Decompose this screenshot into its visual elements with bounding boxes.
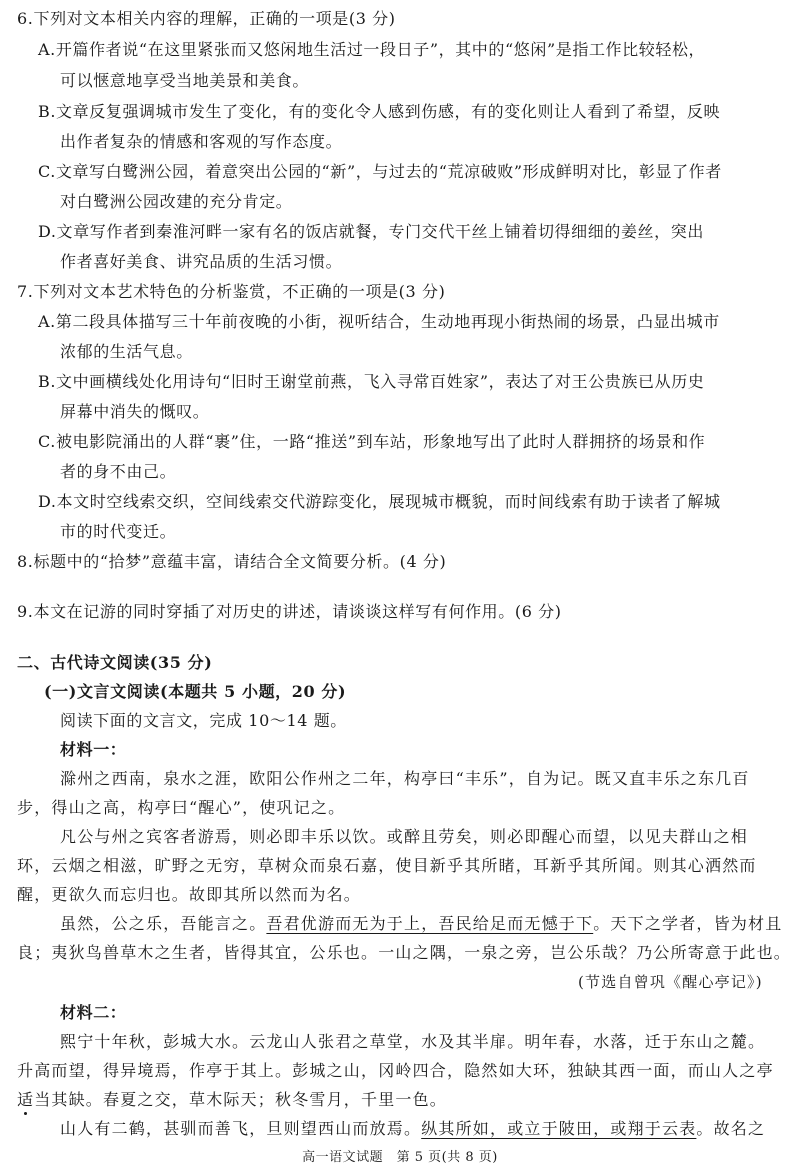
m1-p3-text-start: 虽然，公之乐，吾能言之。	[60, 914, 267, 933]
m1-source: (节选自曾巩《醒心亭记》)	[578, 973, 763, 991]
m1-p2-line3: 醒，更欲久而忘归也。故即其所以然而为名。	[17, 885, 362, 904]
m1-p3-line1	[60, 913, 782, 935]
reading-instruction: 阅读下面的文言文，完成 10～14 题。	[60, 711, 347, 730]
q6-option-a-line1: A.开篇作者说“在这里紧张而又悠闲地生活过一段日子”，其中的“悠闲”是指工作比较轻松，	[38, 40, 706, 59]
q7-option-d-line1: D.本文时空线索交织，空间线索交代游踪变化，展现城市概貌，而时间线索有助于读者了解城	[38, 492, 721, 511]
m2-line1: 熙宁十年秋，彭城大水。云龙山人张君之草堂，水及其半扉。明年春，水落，迁于东山之麓。	[60, 1032, 766, 1051]
q6-option-c-line2: 对白鹭洲公园改建的充分肯定。	[60, 192, 293, 211]
q9-stem: 9.本文在记游的同时穿插了对历史的讲述，请谈谈这样写有何作用。(6 分)	[17, 602, 562, 621]
m1-p3-text-end: 。天下之学者，皆为材且	[593, 914, 783, 933]
material-1-label: 材料一：	[60, 740, 127, 759]
subsection-title: (一)文言文阅读(本题共 5 小题，20 分)	[44, 682, 347, 701]
q6-option-b-line1: B.文章反复强调城市发生了变化，有的变化令人感到伤感，有的变化则让人看到了希望，反映	[38, 102, 721, 121]
section-title: 二、古代诗文阅读(35 分)	[17, 653, 213, 672]
q7-option-a-line2: 浓郁的生活气息。	[60, 342, 193, 361]
m1-p2-line2: 环，云烟之相滋，旷野之无穷，草树众而泉石嘉，使目新乎其所睹，耳新乎其所闻。则其心洒然而	[17, 856, 757, 875]
q7-option-a-line1: A.第二段具体描写三十年前夜晚的小街，视听结合，生动地再现小街热闹的场景，凸显出城市	[38, 312, 720, 331]
page-footer: 高一语文试题 第 5 页(共 8 页)	[302, 1150, 498, 1165]
q6-option-d-line2: 作者喜好美食、讲究品质的生活习惯。	[60, 252, 343, 271]
m1-underlined-sentence: 吾君优游而无为于上，吾民给足而无憾于下	[266, 914, 594, 933]
q6-option-a-line2: 可以惬意地享受当地美景和美食。	[60, 71, 310, 90]
q7-option-d-line2: 市的时代变迁。	[60, 522, 177, 541]
emphasis-dot	[24, 1112, 27, 1115]
m1-p2-line1: 凡公与州之宾客者游焉，则必即丰乐以饮。或醉且劳矣，则必即醒心而望，以见夫群山之相	[60, 827, 749, 846]
m2-underlined-sentence: 纵其所如，或立于陂田，或翔于云表	[421, 1119, 697, 1138]
m1-p1-line1: 滁州之西南，泉水之涯，欧阳公作州之二年，构亭曰“丰乐”，自为记。既又直丰乐之东几百	[60, 769, 750, 788]
q6-option-c-line1: C.文章写白鹭洲公园，着意突出公园的“新”，与过去的“荒凉破败”形成鲜明对比，彰显了作者	[38, 162, 722, 181]
q6-stem: 6.下列对文本相关内容的理解，正确的一项是(3 分)	[17, 9, 396, 28]
q7-option-c-line2: 者的身不由己。	[60, 462, 177, 481]
q6-option-d-line1: D.文章写作者到秦淮河畔一家有名的饭店就餐，专门交代干丝上铺着切得细细的姜丝，突出	[38, 222, 704, 241]
q7-option-b-line1: B.文中画横线处化用诗句“旧时王谢堂前燕，飞入寻常百姓家”，表达了对王公贵族已从历史	[38, 372, 705, 391]
q7-stem: 7.下列对文本艺术特色的分析鉴赏，不正确的一项是(3 分)	[17, 282, 446, 301]
q8-stem: 8.标题中的“拾梦”意蕴丰富，请结合全文简要分析。(4 分)	[17, 552, 447, 571]
q7-option-b-line2: 屏幕中消失的慨叹。	[60, 402, 210, 421]
q7-option-c-line1: C.被电影院涌出的人群“裹”住，一路“推送”到车站，形象地写出了此时人群拥挤的场景和作	[38, 432, 706, 451]
q6-option-b-line2: 出作者复杂的情感和客观的写作态度。	[60, 132, 343, 151]
m2-line4	[60, 1118, 765, 1140]
m2-line3: 适当其缺。春夏之交，草木际天；秋冬雪月，千里一色。	[17, 1090, 448, 1109]
m2-line2: 升高而望，得异境焉，作亭于其上。彭城之山，冈岭四合，隐然如大环，独缺其西一面，而山人之亭	[17, 1061, 774, 1080]
m1-p1-line2: 步，得山之高，构亭曰“醒心”，使巩记之。	[17, 798, 346, 817]
m2-text-end: 。故名之	[696, 1119, 766, 1138]
m1-p3-line2: 良；夷狄鸟兽草木之生者，皆得其宜，公乐也。一山之隅，一泉之旁，岂公乐哉？乃公所寄意于此也。	[17, 943, 792, 962]
m2-text-start: 山人有二鹤，甚驯而善飞，旦则望西山而放焉。	[60, 1119, 422, 1138]
material-2-label: 材料二：	[60, 1003, 127, 1022]
